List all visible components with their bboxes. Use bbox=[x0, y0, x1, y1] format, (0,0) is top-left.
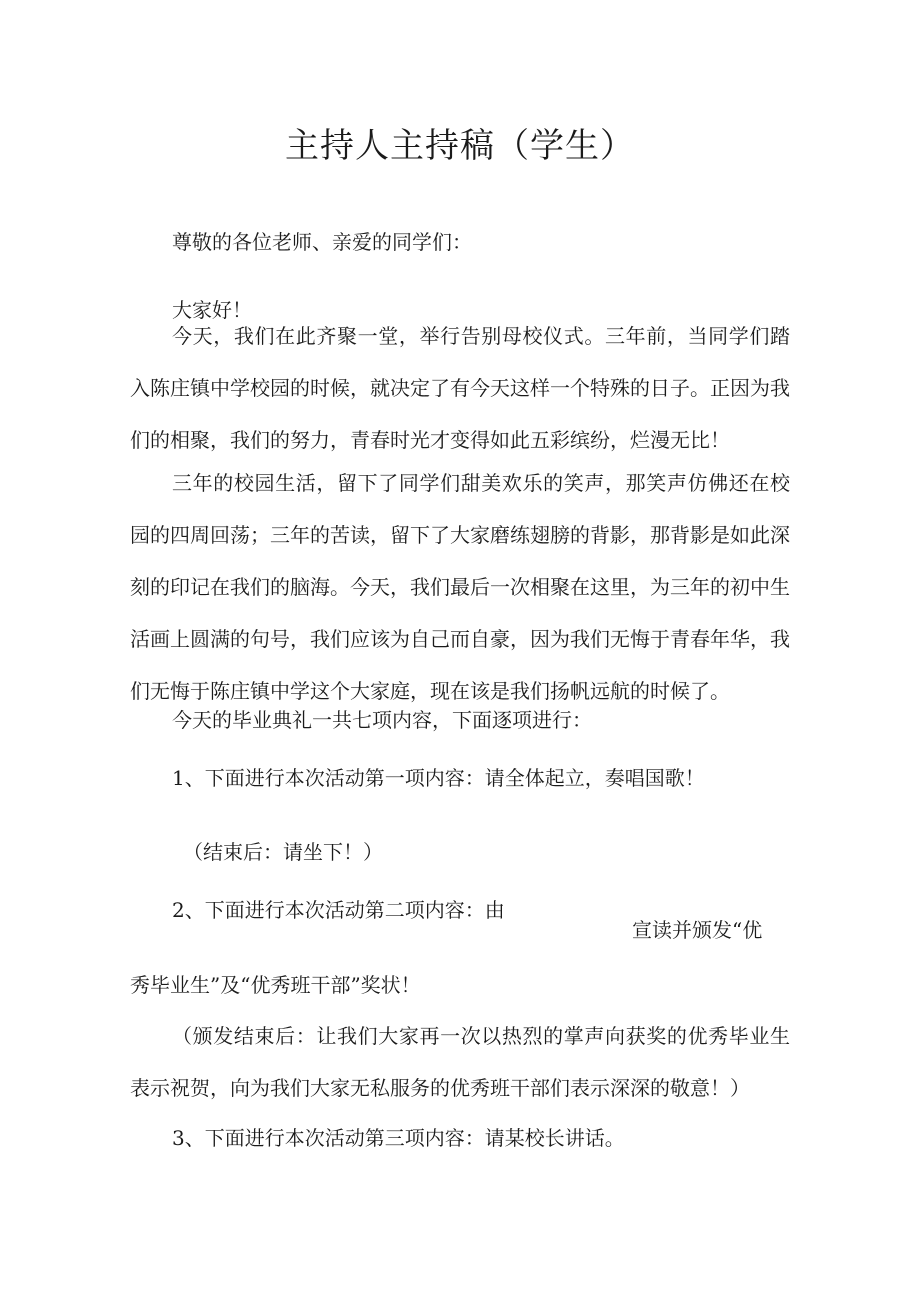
paragraph-campus-life: 三年的校园生活，留下了同学们甜美欢乐的笑声，那笑声仿佛还在校园的四周回荡；三年的苦读，留下了大家磨练翅膀的背影，那背影是如此深刻的印记在我们的脑海。今天，我们最后一次相聚在这里，为三年的初中生活画上圆满的句号，我们应该为自己而自豪，因为我们无悔于青春年华，我们无悔于陈庄镇中学这个大家庭，现在该是我们扬帆远航的时候了。 bbox=[130, 471, 790, 703]
salutation: 尊敬的各位老师、亲爱的同学们： bbox=[172, 230, 472, 254]
agenda-item-1: 1、下面进行本次活动第一项内容：请全体起立，奏唱国歌！ bbox=[172, 766, 705, 790]
agenda-item-3: 3、下面进行本次活动第三项内容：请某校长讲话。 bbox=[172, 1126, 625, 1150]
agenda-item-2-continued: 宣读并颁发“优 bbox=[632, 918, 763, 942]
agenda-item-2: 2、下面进行本次活动第二项内容：由 bbox=[172, 898, 505, 922]
agenda-item-1-note: （结束后：请坐下！） bbox=[183, 840, 383, 864]
agenda-item-2-note: （颁发结束后：让我们大家再一次以热烈的掌声向获奖的优秀毕业生表示祝贺，向为我们大家无私服务的优秀班干部们表示深深的敬意！） bbox=[130, 1024, 790, 1100]
paragraph-opening: 今天，我们在此齐聚一堂，举行告别母校仪式。三年前，当同学们踏入陈庄镇中学校园的时候，就决定了有今天这样一个特殊的日子。正因为我们的相聚，我们的努力，青春时光才变得如此五彩缤纷，烂漫无比！ bbox=[130, 324, 790, 452]
paragraph-agenda-intro: 今天的毕业典礼一共七项内容，下面逐项进行： bbox=[172, 708, 592, 732]
agenda-item-2-tail: 秀毕业生”及“优秀班干部”奖状！ bbox=[130, 973, 421, 997]
document-title: 主持人主持稿（学生） bbox=[285, 126, 635, 166]
greeting: 大家好！ bbox=[172, 298, 252, 322]
